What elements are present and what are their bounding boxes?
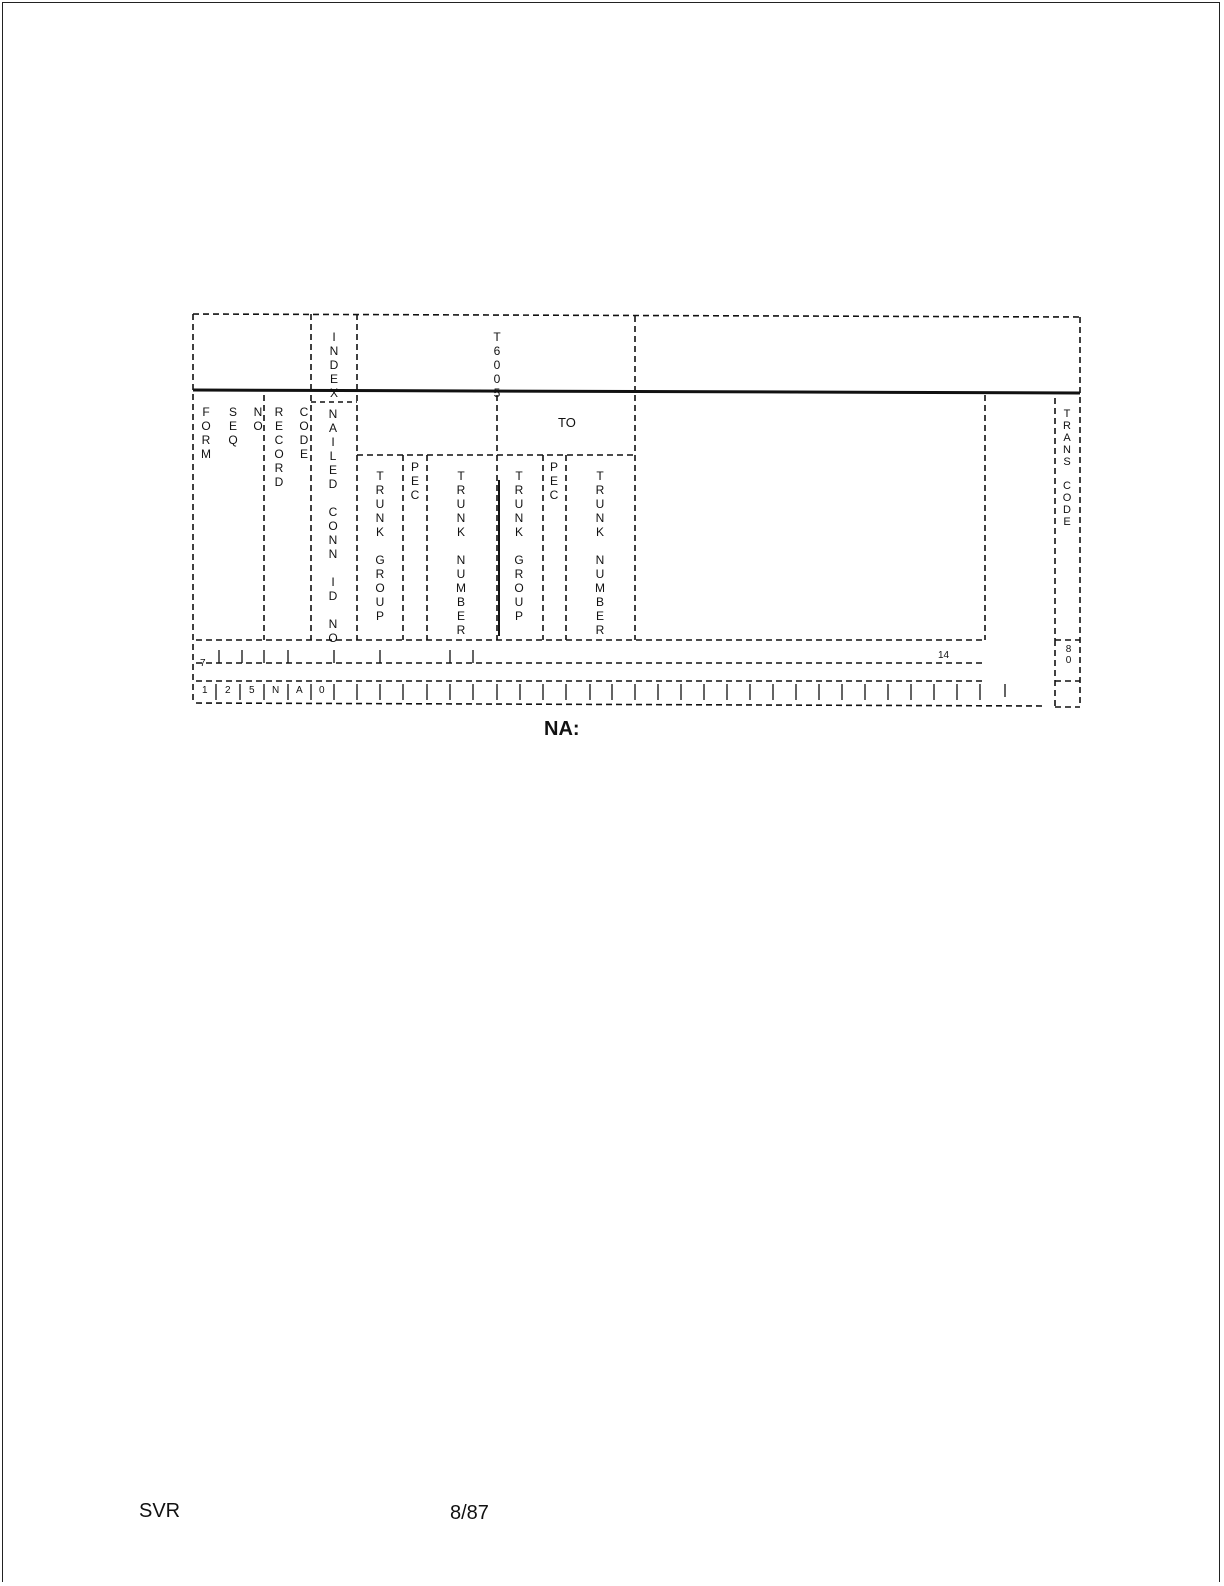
header-trunk-number-to: TRUNK NUMBER bbox=[593, 469, 607, 637]
header-trunk-group-from: TRUNK GROUP bbox=[373, 469, 387, 623]
entry-cell-2: 2 bbox=[225, 685, 231, 696]
header-record: RECORD bbox=[272, 405, 286, 489]
header-seq: SEQ bbox=[226, 405, 240, 447]
header-nailed-conn: NAILED CONN ID NO bbox=[326, 407, 340, 645]
footer-date: 8/87 bbox=[450, 1502, 489, 1524]
footer-left: SVR bbox=[139, 1500, 181, 1522]
form-number-text: T6005 bbox=[490, 330, 504, 400]
entry-cell-4: N bbox=[272, 685, 280, 696]
header-trans-code: TRANS CODE bbox=[1061, 408, 1073, 528]
index-label bbox=[328, 330, 340, 400]
header-form: FORM bbox=[199, 405, 213, 461]
header-trunk-number-from: TRUNK NUMBER bbox=[454, 469, 468, 637]
entry-cell-3: 5 bbox=[249, 685, 255, 696]
header-no: NO bbox=[251, 405, 265, 433]
entry-cell-1: 1 bbox=[202, 685, 208, 696]
to-label: TO bbox=[558, 415, 576, 430]
form-number bbox=[491, 330, 503, 400]
header-pec-from: PEC bbox=[408, 460, 422, 502]
entry-cell-6: 0 bbox=[319, 685, 325, 696]
column-number-start: 7 bbox=[200, 658, 206, 669]
index-label-text: INDEX bbox=[327, 330, 341, 400]
column-number-mid: 14 bbox=[938, 650, 950, 661]
header-code: CODE bbox=[297, 405, 311, 461]
column-number-end: 80 bbox=[1063, 644, 1074, 666]
header-trunk-group-to: TRUNK GROUP bbox=[512, 469, 526, 623]
entry-cell-5: A bbox=[296, 685, 303, 696]
header-pec-to: PEC bbox=[547, 460, 561, 502]
form-caption: NA: bbox=[544, 718, 580, 740]
